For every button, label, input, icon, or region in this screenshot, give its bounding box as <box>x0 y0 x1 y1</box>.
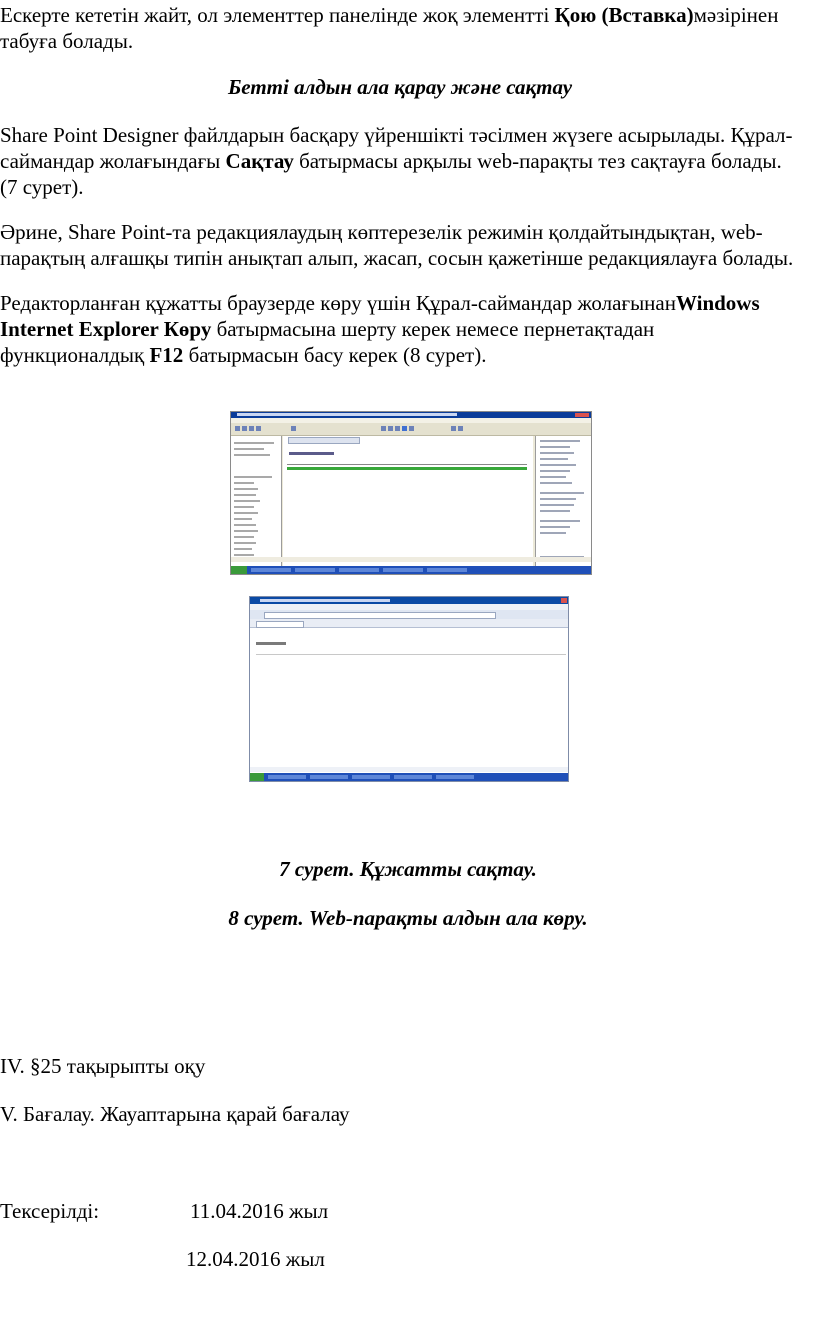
editor-tab <box>288 437 360 444</box>
checked-label: Тексерілді: <box>0 1199 100 1223</box>
designer-toolbar <box>231 423 591 436</box>
paragraph-preview-text-end: батырмасын басу керек (8 сурет). <box>183 343 487 367</box>
item-iv: IV. §25 тақырыпты оқу <box>0 1054 206 1078</box>
windows-taskbar <box>231 566 591 574</box>
editor-page-title <box>289 452 334 455</box>
intro-text: Ескерте кететін жайт, ол элементтер панелінде жоқ элементті <box>0 3 555 27</box>
insert-menu-name: Қою (Вставка) <box>554 3 694 27</box>
paragraph-browser-preview <box>0 290 800 368</box>
paragraph-multiwindow: Әрине, Share Point-та редакциялаудың көптерезелік режимін қолдайтындықтан, web-парақтың алғашқы типін анықтап алып, жасап, сосын қажетінше редакциялауға болады. <box>0 220 794 270</box>
page-editor-area <box>283 436 533 566</box>
ie-status-bar <box>250 767 568 772</box>
preview-divider <box>256 654 566 655</box>
paragraph-preview-text-middle: батырмасына шерту керек немесе пернетақтадан функционалдық <box>0 317 655 367</box>
section-heading: Бетті алдын ала қарау және сақтау <box>227 75 573 99</box>
toolbox-panel <box>535 436 591 566</box>
figure-7-caption: 7 сурет. Құжатты сақтау. <box>279 857 537 881</box>
item-v: V. Бағалау. Жауаптарына қарай бағалау <box>0 1102 350 1126</box>
designer-status-bar <box>231 557 591 562</box>
f12-key-name: F12 <box>149 343 184 367</box>
ie-tab-bar <box>250 619 568 628</box>
intro-text-end: мәзірінен табуға болады. <box>0 3 779 53</box>
paragraph-preview-text: Редакторланған құжатты браузерде көру үшін Құрал-саймандар жолағынан <box>0 291 676 315</box>
paragraph-designer <box>0 122 800 200</box>
windows-taskbar <box>250 773 568 781</box>
paragraph-designer-text: Share Point Designer файлдарын басқару үйреншікті тәсілмен жүзеге асырылады. Құрал-саймандар жолағындағы <box>0 123 793 173</box>
web-part-bar <box>287 467 527 470</box>
save-button-name: Сақтау <box>225 149 294 173</box>
intro-paragraph <box>0 2 800 54</box>
folder-list-panel <box>231 436 282 566</box>
preview-page-heading <box>256 642 286 645</box>
ie-view-button-name: Windows Internet Explorer Көру <box>0 291 760 341</box>
internet-explorer-screenshot <box>249 596 569 782</box>
paragraph-designer-text-end: батырмасы арқылы web-парақты тез сақтауға болады. (7 сурет). <box>0 149 782 199</box>
web-part-zone <box>287 464 527 465</box>
checked-date-2: 12.04.2016 жыл <box>186 1247 325 1271</box>
start-button-icon <box>231 566 247 574</box>
ie-address-bar <box>250 610 568 619</box>
window-controls-icon <box>575 413 589 417</box>
checked-date-1: 11.04.2016 жыл <box>190 1199 329 1223</box>
close-icon <box>561 598 567 603</box>
sharepoint-designer-screenshot <box>230 411 592 575</box>
start-button-icon <box>250 773 264 781</box>
figure-8-caption: 8 сурет. Web-парақты алдын ала көру. <box>228 906 588 930</box>
ie-title-bar <box>250 597 568 604</box>
